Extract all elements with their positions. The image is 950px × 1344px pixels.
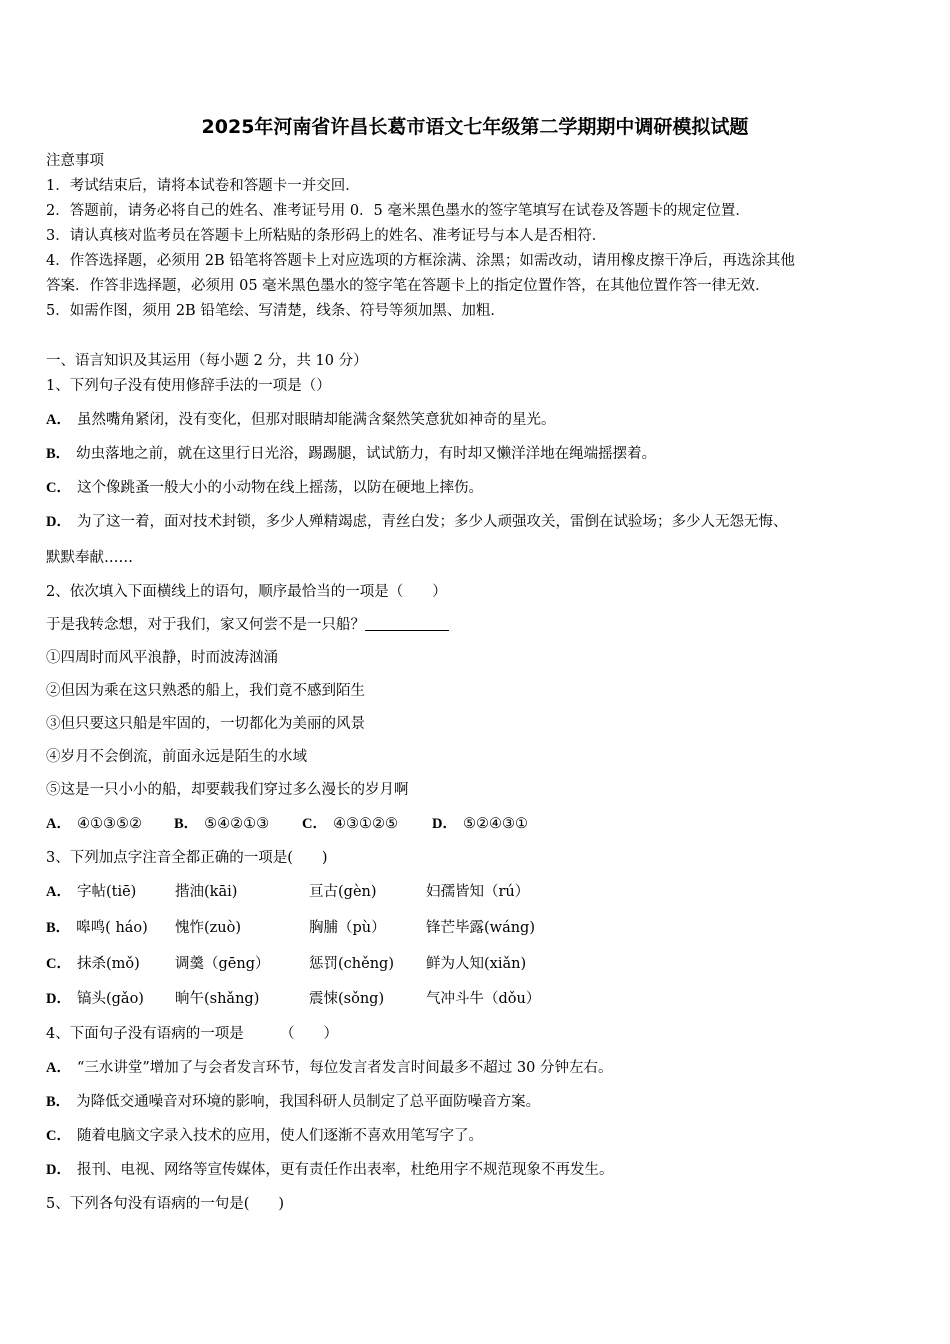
option-letter: C． bbox=[46, 1128, 71, 1144]
question-2-choice-d bbox=[432, 814, 528, 834]
pinyin-cell: 揩油(kāi) bbox=[175, 884, 238, 900]
pinyin-cell: 抹杀(mǒ) bbox=[76, 956, 140, 972]
question-2-choice-a bbox=[46, 814, 142, 834]
pinyin-cell: 震悚(sǒng) bbox=[309, 991, 385, 1007]
option-letter: A． bbox=[46, 816, 71, 832]
option-text: ④①③⑤② bbox=[76, 816, 142, 832]
option-text: “三水讲堂”增加了与会者发言环节，每位发言者发言时间最多不超过 30 分钟左右。 bbox=[76, 1060, 613, 1076]
option-letter: B． bbox=[174, 816, 199, 832]
pinyin-cell: 镐头(gǎo) bbox=[76, 991, 144, 1007]
fill-blank bbox=[365, 616, 449, 631]
question-3-row-a bbox=[46, 882, 136, 902]
option-text: 报刊、电视、网络等宣传媒体，更有责任作出表率，杜绝用字不规范现象不再发生。 bbox=[76, 1162, 614, 1178]
option-letter: D． bbox=[46, 991, 71, 1007]
question-2-item: ①四周时而风平浪静，时而波涛汹涌 bbox=[46, 650, 278, 666]
question-4-option-c bbox=[46, 1126, 906, 1146]
question-2-item: ②但因为乘在这只熟悉的船上，我们竟不感到陌生 bbox=[46, 683, 365, 699]
pinyin-cell: 胸脯（pù） bbox=[309, 920, 386, 936]
question-2-item: ③但只要这只船是牢固的，一切都化为美丽的风景 bbox=[46, 716, 365, 732]
pinyin-cell: 嗥鸣( háo) bbox=[76, 920, 148, 936]
question-4-option-d bbox=[46, 1160, 906, 1180]
pinyin-cell: 愧怍(zuò) bbox=[175, 920, 242, 936]
option-letter: A． bbox=[46, 412, 71, 428]
question-4-stem: 4、下面句子没有语病的一项是 （ ） bbox=[46, 1026, 338, 1042]
section-heading: 一、语言知识及其运用（每小题 2 分，共 10 分） bbox=[46, 353, 368, 369]
option-letter: A． bbox=[46, 1060, 71, 1076]
option-text: 为降低交通噪音对环境的影响，我国科研人员制定了总平面防噪音方案。 bbox=[76, 1094, 541, 1110]
pinyin-cell: 妇孺皆知（rú） bbox=[426, 884, 530, 900]
option-text: 幼虫落地之前，就在这里行日光浴，踢踢腿，试试筋力，有时却又懒洋洋地在绳端摇摆着。 bbox=[76, 446, 657, 462]
question-3-row-c bbox=[46, 954, 140, 974]
option-letter: B． bbox=[46, 1094, 71, 1110]
question-5-stem: 5、下列各句没有语病的一句是( ) bbox=[46, 1196, 285, 1212]
question-2-sentence bbox=[46, 615, 906, 635]
question-1-option-d-continued: 默默奉献…… bbox=[46, 550, 133, 566]
question-1-option-a bbox=[46, 410, 906, 430]
option-letter: A． bbox=[46, 884, 71, 900]
option-text: ⑤②④③① bbox=[462, 816, 528, 832]
option-text: ④③①②⑤ bbox=[332, 816, 398, 832]
exam-title: 2025年河南省许昌长葛市语文七年级第二学期期中调研模拟试题 bbox=[201, 116, 749, 138]
option-letter: D． bbox=[46, 514, 71, 530]
pinyin-cell: 锋芒毕露(wáng) bbox=[426, 920, 535, 936]
pinyin-cell: 亘古(gèn) bbox=[309, 884, 377, 900]
pinyin-cell: 鲜为人知(xiǎn) bbox=[426, 956, 527, 972]
notice-item: 3．请认真核对监考员在答题卡上所粘贴的条形码上的姓名、准考证号与本人是否相符． bbox=[46, 228, 607, 244]
question-3-stem: 3、下列加点字注音全都正确的一项是( ) bbox=[46, 850, 328, 866]
question-2-choice-c bbox=[302, 814, 398, 834]
notice-item: 4．作答选择题，必须用 2B 铅笔将答题卡上对应选项的方框涂满、涂黑；如需改动，请用橡皮擦干净后，再选涂其他 bbox=[46, 253, 795, 269]
pinyin-cell: 气冲斗牛（dǒu） bbox=[426, 991, 541, 1007]
option-letter: B． bbox=[46, 920, 71, 936]
option-letter: C． bbox=[302, 816, 327, 832]
option-letter: C． bbox=[46, 480, 71, 496]
question-1-stem: 1、下列句子没有使用修辞手法的一项是（） bbox=[46, 378, 331, 394]
option-text: ⑤④②①③ bbox=[204, 816, 270, 832]
notice-item: 2．答题前，请务必将自己的姓名、准考证号用 0．5 毫米黑色墨水的签字笔填写在试卷及答题卡的规定位置． bbox=[46, 203, 750, 219]
question-4-option-b bbox=[46, 1092, 906, 1112]
notice-item: 答案．作答非选择题，必须用 05 毫米黑色墨水的签字笔在答题卡上的指定位置作答，在其他位置作答一律无效． bbox=[46, 278, 770, 294]
option-letter: C． bbox=[46, 956, 71, 972]
question-1-option-d bbox=[46, 512, 906, 532]
question-3-row-d bbox=[46, 989, 144, 1009]
notice-item: 1．考试结束后，请将本试卷和答题卡一并交回． bbox=[46, 178, 360, 194]
notice-heading: 注意事项 bbox=[46, 153, 104, 169]
question-2-item: ⑤这是一只小小的船，却要载我们穿过多么漫长的岁月啊 bbox=[46, 782, 409, 798]
option-letter: D． bbox=[46, 1162, 71, 1178]
question-1-option-c bbox=[46, 478, 906, 498]
question-2-stem: 2、依次填入下面横线上的语句，顺序最恰当的一项是（ ） bbox=[46, 584, 447, 600]
pinyin-cell: 惩罚(chěng) bbox=[309, 956, 394, 972]
question-4-option-a bbox=[46, 1058, 906, 1078]
option-text: 这个像跳蚤一般大小的小动物在线上摇荡，以防在硬地上摔伤。 bbox=[76, 480, 483, 496]
question-2-choice-b bbox=[174, 814, 269, 834]
question-3-row-b bbox=[46, 918, 148, 938]
option-letter: D． bbox=[432, 816, 457, 832]
question-2-item: ④岁月不会倒流，前面永远是陌生的水域 bbox=[46, 749, 307, 765]
question-1-option-b bbox=[46, 444, 906, 464]
pinyin-cell: 晌午(shǎng) bbox=[175, 991, 260, 1007]
option-letter: B． bbox=[46, 446, 71, 462]
option-text: 为了这一着，面对技术封锁，多少人殚精竭虑，青丝白发；多少人顽强攻关，雷倒在试验场；多少人无怨无悔、 bbox=[76, 514, 788, 530]
pinyin-cell: 调羹（gēng） bbox=[175, 956, 270, 972]
option-text: 虽然嘴角紧闭，没有变化，但那对眼睛却能满含粲然笑意犹如神奇的星光。 bbox=[76, 412, 556, 428]
notice-item: 5．如需作图，须用 2B 铅笔绘、写清楚，线条、符号等须加黑、加粗． bbox=[46, 303, 505, 319]
option-text: 随着电脑文字录入技术的应用，使人们逐渐不喜欢用笔写字了。 bbox=[76, 1128, 483, 1144]
pinyin-cell: 字帖(tiē) bbox=[76, 884, 137, 900]
sentence-text: 于是我转念想，对于我们，家又何尝不是一只船？ bbox=[46, 617, 365, 633]
